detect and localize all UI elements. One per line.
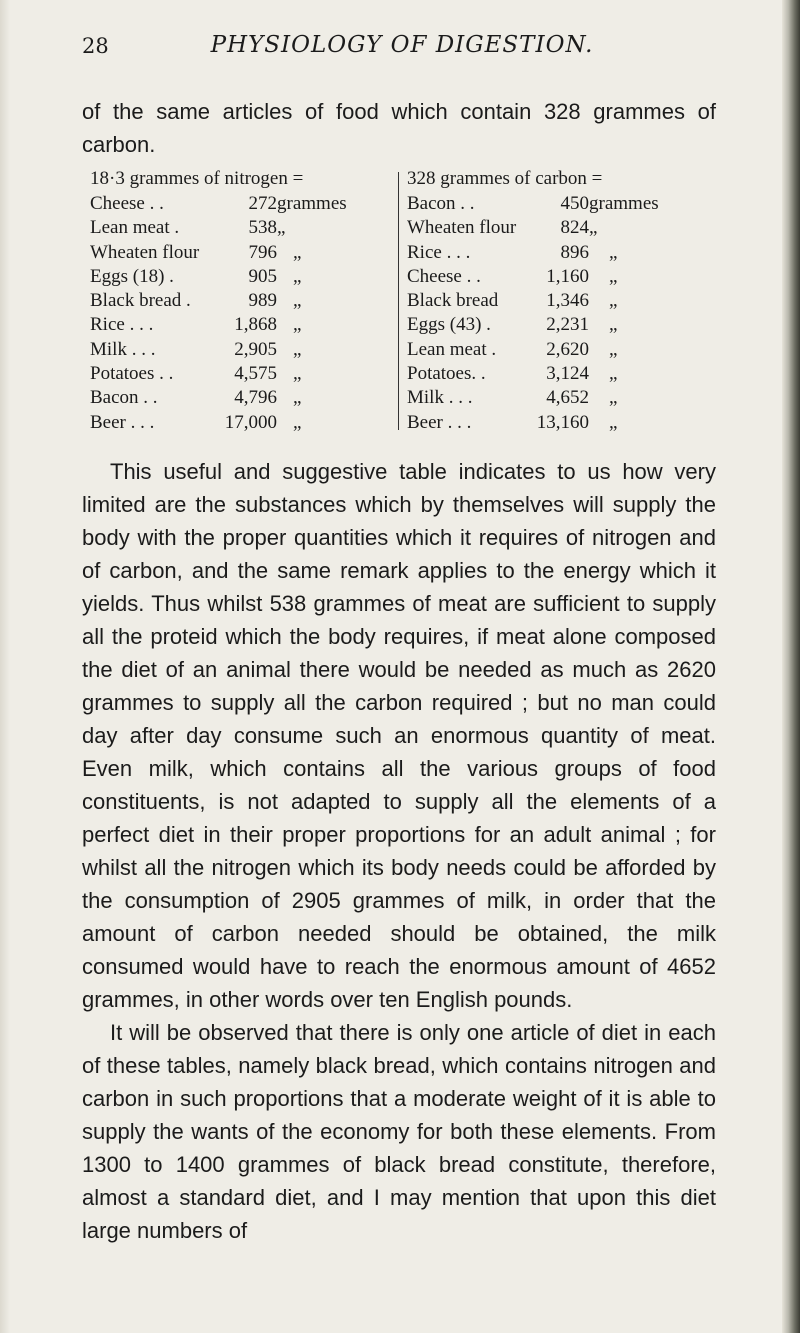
- unit-label: grammes: [589, 193, 659, 214]
- table-row: [407, 338, 722, 362]
- table-row: [407, 386, 722, 410]
- unit-label: „: [293, 314, 302, 336]
- food-amount: 824: [560, 217, 589, 239]
- table-row: [407, 265, 722, 289]
- food-name: Milk . . .: [90, 338, 156, 360]
- table-row: [90, 362, 390, 386]
- food-amount: 4,652: [546, 387, 589, 409]
- page-edge-left: [0, 0, 10, 1333]
- food-amount: 13,160: [536, 411, 589, 433]
- food-name: Beer . . .: [90, 411, 155, 433]
- unit-label: „: [609, 338, 618, 360]
- unit-label: „: [293, 387, 302, 409]
- table-row: [407, 362, 722, 386]
- food-name: Milk . . .: [407, 387, 473, 409]
- food-name: Bacon . .: [90, 387, 158, 409]
- food-name: Eggs (18) .: [90, 265, 174, 287]
- table-row: [90, 265, 390, 289]
- food-amount: 4,796: [234, 387, 277, 409]
- body-text: [82, 455, 716, 1247]
- food-name: Wheaten flour: [407, 217, 517, 239]
- nutrient-table: [82, 166, 722, 436]
- table-row: [90, 313, 390, 337]
- unit-label: „: [293, 338, 302, 360]
- column-divider: [398, 172, 399, 430]
- unit-label: „: [277, 217, 286, 239]
- unit-label: grammes: [277, 193, 347, 214]
- food-name: Potatoes . .: [90, 363, 174, 385]
- table-row: [407, 289, 722, 313]
- food-amount: 796: [248, 241, 277, 263]
- page-number: 28: [82, 34, 109, 58]
- unit-label: „: [609, 290, 618, 312]
- food-name: Cheese . .: [90, 193, 164, 214]
- table-row: [90, 192, 390, 216]
- unit-label: „: [609, 241, 618, 263]
- food-amount: 17,000: [224, 411, 277, 433]
- food-name: Eggs (43) .: [407, 314, 491, 336]
- unit-label: „: [293, 363, 302, 385]
- unit-label: „: [589, 217, 598, 239]
- table-row: [90, 216, 390, 240]
- table-row: [407, 411, 722, 435]
- unit-label: „: [293, 241, 302, 263]
- food-amount: 3,124: [546, 363, 589, 385]
- food-name: Beer . . .: [407, 411, 472, 433]
- carbon-column: [407, 166, 722, 435]
- table-row: [407, 313, 722, 337]
- unit-label: „: [293, 290, 302, 312]
- nitrogen-heading: 18·3 grammes of nitrogen =: [90, 168, 304, 189]
- food-name: Wheaten flour: [90, 241, 200, 263]
- food-amount: 2,620: [546, 338, 589, 360]
- food-amount: 1,346: [546, 290, 589, 312]
- food-name: Potatoes. .: [407, 363, 486, 385]
- table-row: [90, 241, 390, 265]
- unit-label: „: [293, 411, 302, 433]
- intro-text: of the same articles of food which contain 328 grammes of carbon.: [82, 99, 716, 157]
- nitrogen-column: [90, 166, 390, 435]
- table-row: [407, 192, 722, 216]
- unit-label: „: [609, 265, 618, 287]
- page-header: [82, 32, 722, 72]
- unit-label: „: [609, 411, 618, 433]
- table-row: [90, 411, 390, 435]
- food-name: Black bread: [407, 290, 499, 312]
- food-name: Rice . . .: [407, 241, 471, 263]
- food-name: Lean meat .: [90, 217, 180, 239]
- unit-label: „: [293, 265, 302, 287]
- food-name: Black bread .: [90, 290, 191, 312]
- food-amount: 989: [248, 290, 277, 312]
- food-name: Bacon . .: [407, 193, 475, 214]
- paragraph: This useful and suggestive table indicates to us how very limited are the substances which by themselves will supply the body with the proper quantities which it requires of nitrogen and of carbon, and the same remark applies to the energy which it yields. Thus whilst 538 grammes of meat are sufficient to supply all the proteid which the body requires, if meat alone composed the diet of an animal there would be needed as much as 2620 grammes to supply all the carbon required ; but no man could day after day consume such an enormous quantity of meat. Even milk, which contains all the various groups of food constituents, is not adapted to supply all the elements of a perfect diet in their proper proportions for an adult animal ; for whilst all the nitrogen which its body needs could be afforded by the consumption of 2905 grammes of milk, in order that the amount of carbon needed should be obtained, the milk consumed would have to reach the enormous amount of 4652 grammes, in other words over ten English pounds.: [82, 459, 716, 1012]
- food-amount: 2,905: [234, 338, 277, 360]
- table-row: [90, 338, 390, 362]
- food-name: Cheese . .: [407, 265, 481, 287]
- food-amount: 538: [248, 217, 277, 239]
- running-head: PHYSIOLOGY OF DIGESTION.: [210, 32, 594, 58]
- paragraph: It will be observed that there is only one article of diet in each of these tables, namely black bread, which contains nitrogen and carbon in such proportions that a moderate weight of it is able to supply the wants of the economy for both these elements. From 1300 to 1400 grammes of black bread constitute, therefore, almost a standard diet, and I may mention that upon this diet large numbers of: [82, 1020, 716, 1243]
- food-name: Lean meat .: [407, 338, 497, 360]
- table-row: [407, 241, 722, 265]
- food-amount: 450: [560, 193, 589, 214]
- unit-label: „: [609, 363, 618, 385]
- food-amount: 896: [560, 241, 589, 263]
- food-amount: 905: [248, 265, 277, 287]
- table-row: [90, 386, 390, 410]
- food-amount: 1,868: [234, 314, 277, 336]
- food-amount: 4,575: [234, 363, 277, 385]
- food-amount: 272: [248, 193, 277, 214]
- food-amount: 2,231: [546, 314, 589, 336]
- carbon-rows: [407, 192, 722, 435]
- table-row: [90, 289, 390, 313]
- food-name: Rice . . .: [90, 314, 154, 336]
- unit-label: „: [609, 314, 618, 336]
- nitrogen-rows: [90, 192, 390, 435]
- food-amount: 1,160: [546, 265, 589, 287]
- book-spine-edge: [782, 0, 800, 1333]
- unit-label: „: [609, 387, 618, 409]
- table-row: [407, 216, 722, 240]
- carbon-heading: 328 grammes of carbon =: [407, 168, 603, 189]
